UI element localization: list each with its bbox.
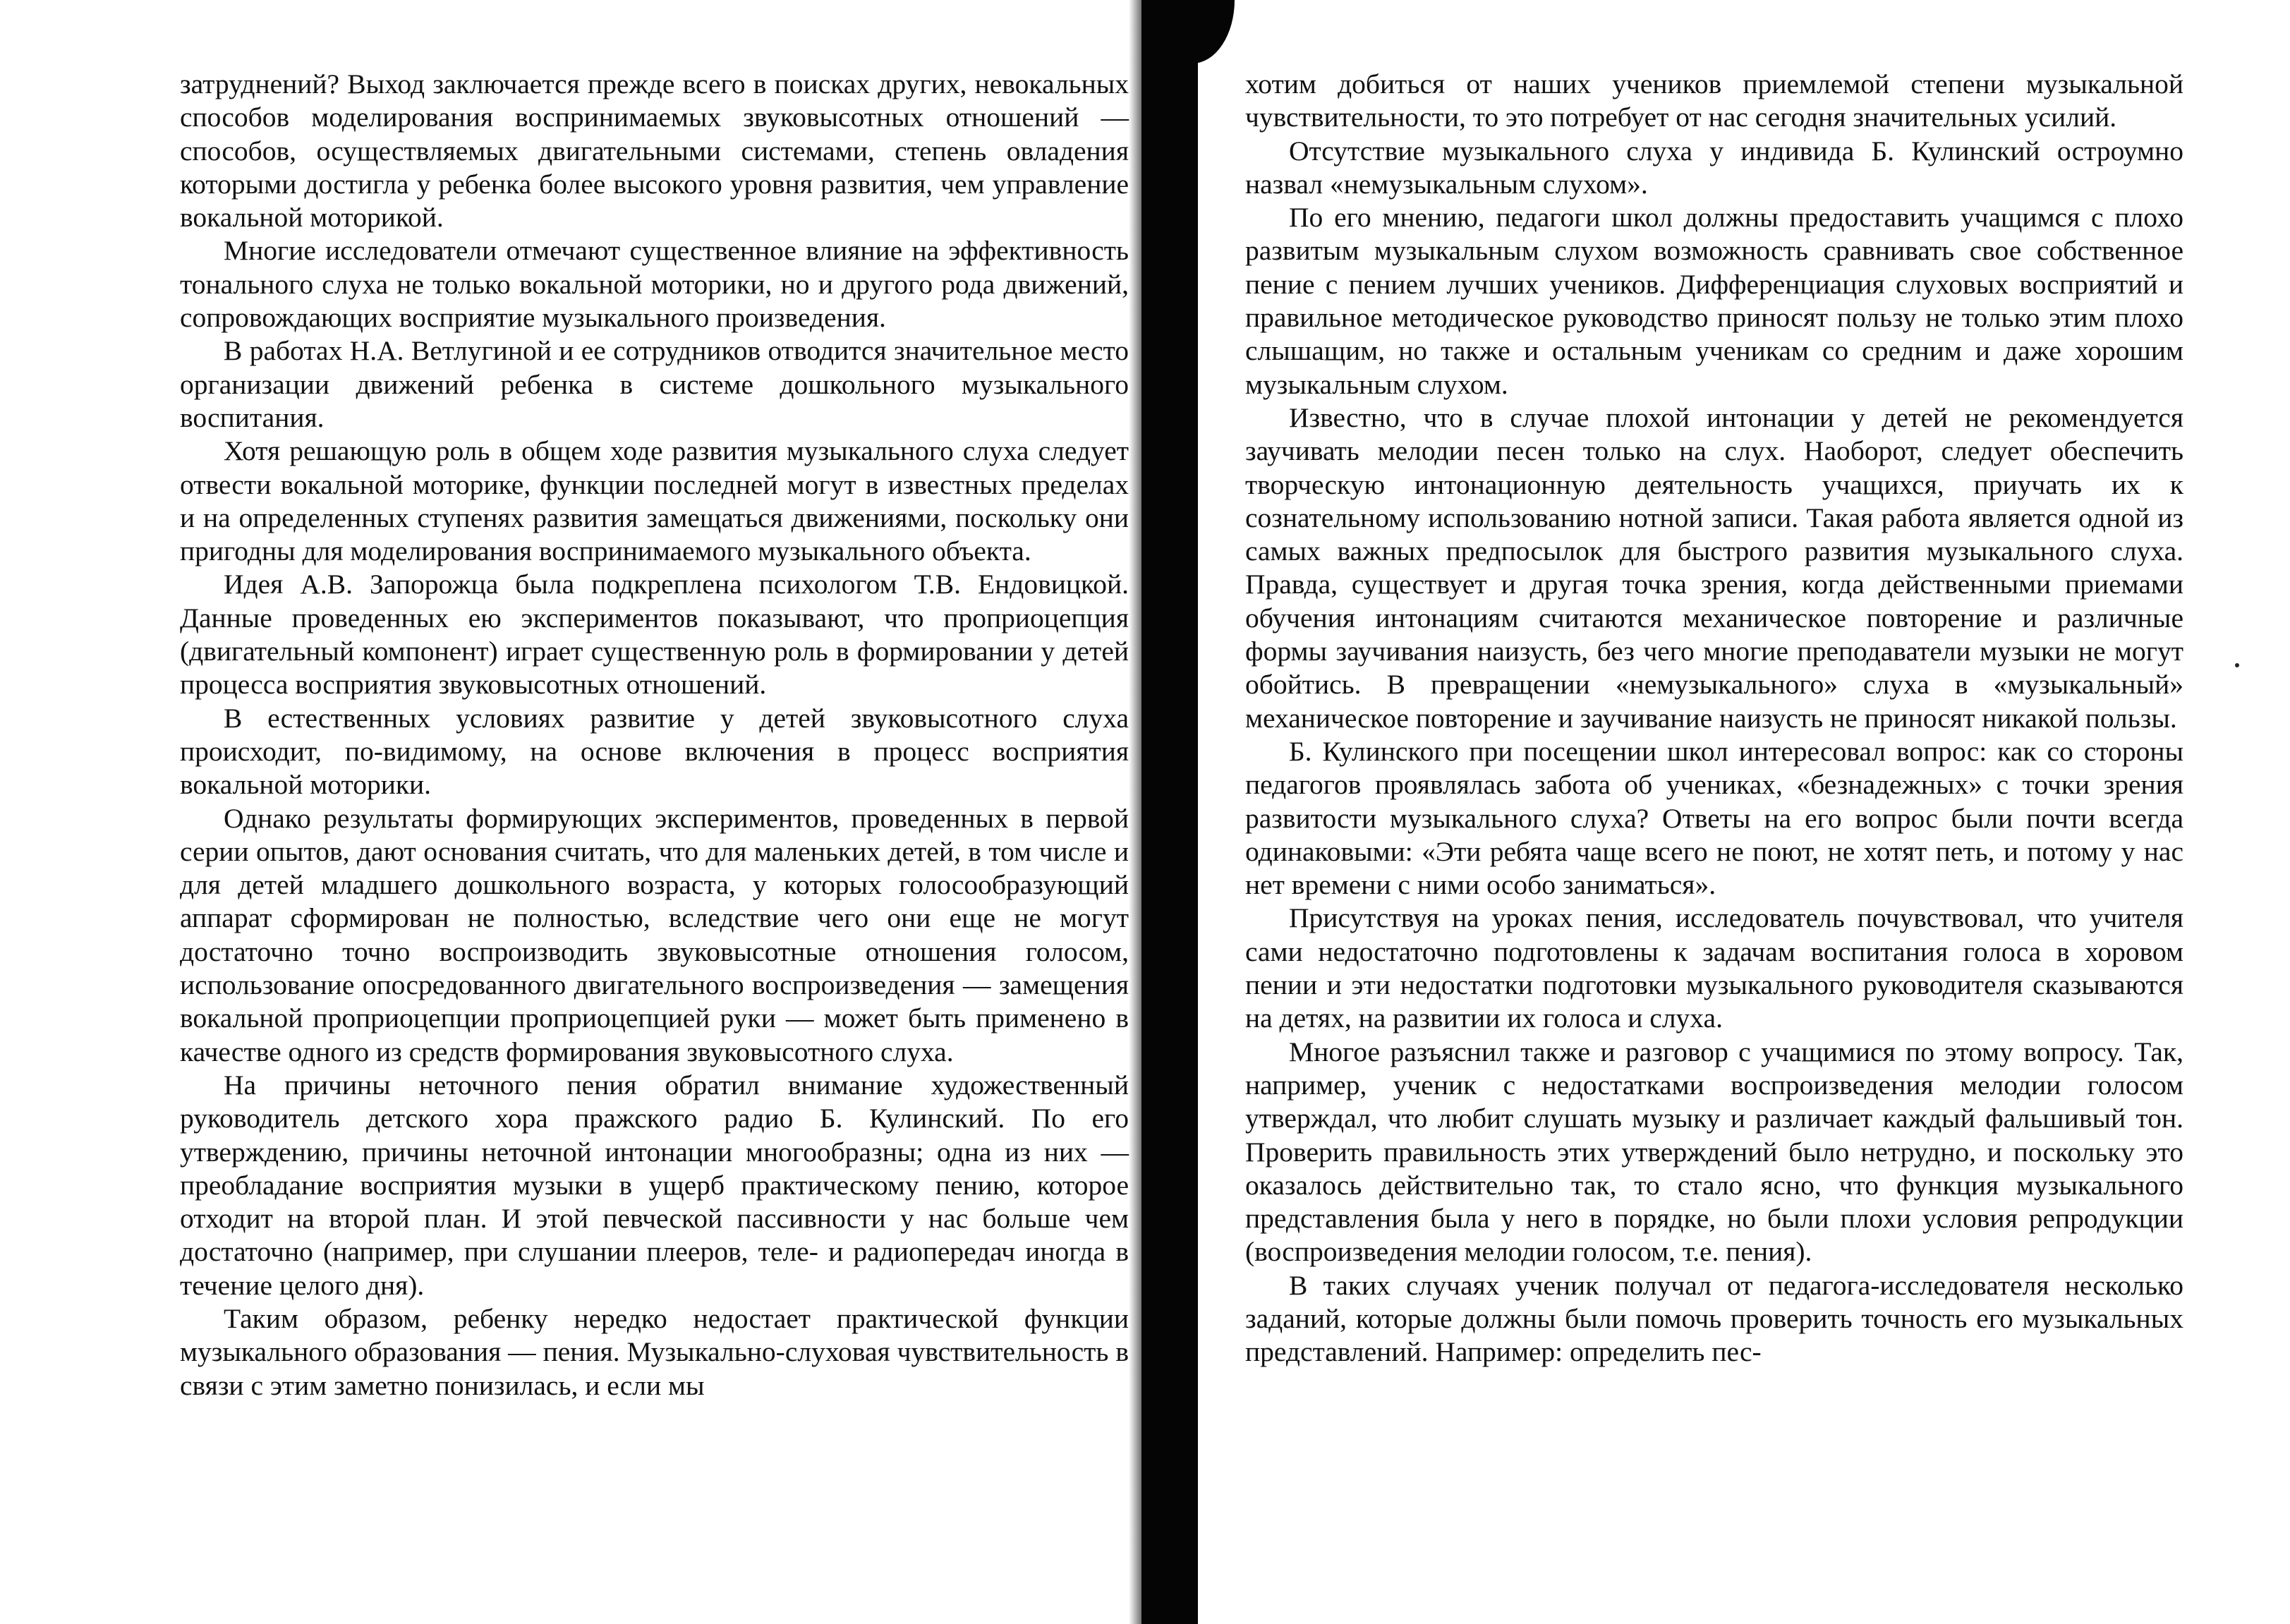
- right-paragraph-5: Б. Кулинского при посещении школ интересовал вопрос: как со стороны педагогов проявлялась забота об учениках, «безнадежных» с точки зрения развитости музыкального слуха? Ответы на его вопрос были почти всегда одинаковыми: «Эти ребята чаще всего не поют, не хотят петь, и потому у нас нет времени с ними особо заниматься».: [1245, 735, 2183, 901]
- left-paragraph-9: Таким образом, ребенку нередко недостает практической функции музыкального образования — пения. Музыкально-слуховая чувствительность в связи с этим заметно понизилась, и если мы: [180, 1302, 1129, 1401]
- left-paragraph-7: Однако результаты формирующих экспериментов, проведенных в первой серии опытов, дают основания считать, что для маленьких детей, в том числе и для детей младшего дошкольного возраста, у которых голосообразующий аппарат сформирован не полностью, вследствие чего они еще не могут достаточно точно воспроизводить звуковысотные отношения голосом, использование опосредованного двигательного воспроизведения — замещения вокальной проприоцепции проприоцепцией руки — может быть применено в качестве одного из средств формирования звуковысотного слуха.: [180, 802, 1129, 1067]
- right-page: [1245, 68, 2183, 1369]
- left-page: [180, 68, 1129, 1402]
- right-paragraph-3: По его мнению, педагоги школ должны предоставить учащимся с плохо развитым музыкальным слухом возможность сравнивать свое собственное пение с пением лучших учеников. Дифференциация слуховых восприятий и правильное методическое руководство приносят пользу не только этим плохо слышащим, но также и остальным ученикам со средним и даже хорошим музыкальным слухом.: [1245, 202, 2183, 400]
- right-paragraph-1: хотим добиться от наших учеников приемлемой степени музыкальной чувствительности, то это потребует от нас сегодня значительных усилий.: [1245, 68, 2183, 133]
- left-paragraph-2: Многие исследователи отмечают существенное влияние на эффективность тонального слуха не только вокальной моторики, но и другого рода движений, сопровождающих восприятие музыкального произведения.: [180, 235, 1129, 334]
- left-paragraph-3: В работах Н.А. Ветлугиной и ее сотрудников отводится значительное место организации движений ребенка в системе дошкольного музыкального воспитания.: [180, 335, 1129, 433]
- left-paragraph-1: затруднений? Выход заключается прежде всего в поисках других, невокальных способов моделирования воспринимаемых звуковысотных отношений — способов, осуществляемых двигательными системами, степень овладения которыми достигла у ребенка более высокого уровня развития, чем управление вокальной моторикой.: [180, 68, 1129, 234]
- right-paragraph-8: В таких случаях ученик получал от педагога-исследователя несколько заданий, которые должны были помочь проверить точность его музыкальных представлений. Например: определить пес-: [1245, 1269, 2183, 1368]
- right-paragraph-4: Известно, что в случае плохой интонации у детей не рекомендуется заучивать мелодии песен только на слух. Наоборот, следует обеспечить творческую интонационную деятельность учащихся, приучать их к сознательному использованию нотной записи. Такая работа является одной из самых важных предпосылок для быстрого развития музыкального слуха. Правда, существует и другая точка зрения, когда действенными приемами обучения интонациям считаются механическое повторение и различные формы заучивания наизусть, без чего многие преподаватели музыки не могут обойтись. В превращении «немузыкального» слуха в «музыкальный» механическое повторение и заучивание наизусть не приносят никакой пользы.: [1245, 401, 2183, 734]
- book-gutter-curl: [1192, 0, 1235, 63]
- right-paragraph-6: Присутствуя на уроках пения, исследователь почувствовал, что учителя сами недостаточно подготовлены к задачам воспитания голоса в хоровом пении и эти недостатки подготовки музыкального руководителя сказываются на детях, на развитии их голоса и слуха.: [1245, 902, 2183, 1034]
- scan-speck: [2235, 663, 2239, 667]
- right-paragraph-7: Многое разъяснил также и разговор с учащимися по этому вопросу. Так, например, ученик с недостатками воспроизведения мелодии голосом утверждал, что любит слушать музыку и различает каждый фальшивый тон. Проверить правильность этих утверждений было нетрудно, и поскольку это оказалось действительно так, то стало ясно, что функция музыкального представления была у него в порядке, но были плохи условия репродукции (воспроизведения мелодии голосом, т.е. пения).: [1245, 1036, 2183, 1268]
- page-edge-shadow: [1129, 0, 1141, 1624]
- left-paragraph-5: Идея А.В. Запорожца была подкреплена психологом Т.В. Ендовицкой. Данные проведенных ею экспериментов показывают, что проприоцепция (двигательный компонент) играет существенную роль в формировании у детей процесса восприятия звуковысотных отношений.: [180, 569, 1129, 701]
- right-paragraph-2: Отсутствие музыкального слуха у индивида Б. Кулинский остроумно назвал «немузыкальным слухом».: [1245, 135, 2183, 200]
- book-gutter: [1141, 0, 1198, 1624]
- left-paragraph-4: Хотя решающую роль в общем ходе развития музыкального слуха следует отвести вокальной моторике, функции последней могут в известных пределах и на определенных ступенях развития замещаться движениями, поскольку они пригодны для моделирования воспринимаемого музыкального объекта.: [180, 435, 1129, 567]
- left-paragraph-6: В естественных условиях развитие у детей звуковысотного слуха происходит, по-видимому, на основе включения в процесс восприятия вокальной моторики.: [180, 702, 1129, 801]
- left-paragraph-8: На причины неточного пения обратил внимание художественный руководитель детского хора пражского радио Б. Кулинский. По его утверждению, причины неточной интонации многообразны; одна из них — преобладание восприятия музыки в ущерб практическому пению, которое отходит на второй план. И этой певческой пассивности у нас больше чем достаточно (например, при слушании плееров, теле- и радиопередач иногда в течение целого дня).: [180, 1069, 1129, 1301]
